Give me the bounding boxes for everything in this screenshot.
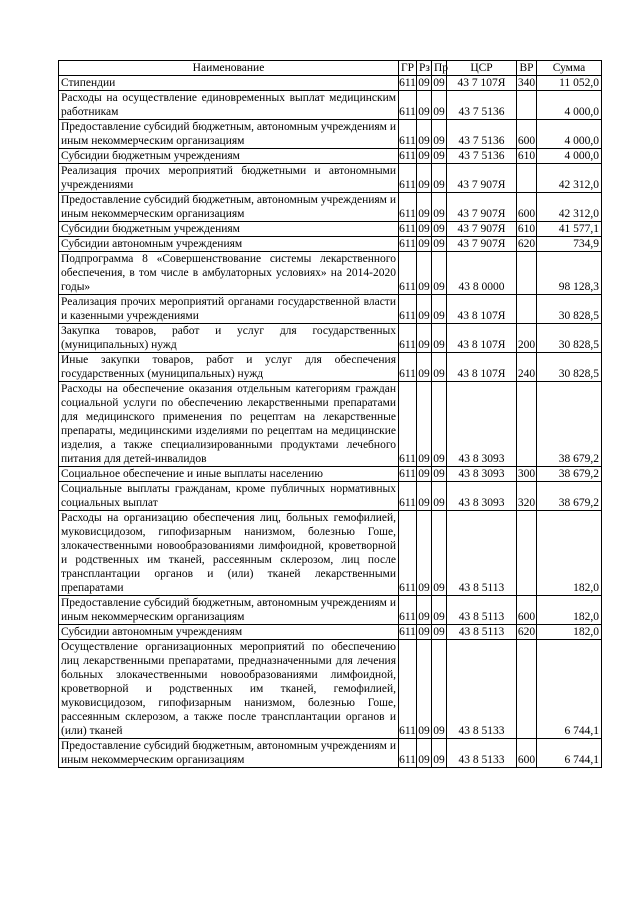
row-vr: 610 <box>517 150 536 162</box>
row-rz: 09 <box>418 468 430 480</box>
row-name: Расходы на организацию обеспечения лиц, больных гемофилией, муковисцидозом, гипофизарным нанизмом, болезнью Гоше, злокачественными новообразованиями лимфоидной, кроветворной и родственных им тканей, рассеянным склерозом, лиц после трансплантации органов и (или) тканей лекарственными препаратами <box>59 511 399 596</box>
header-gr: ГР <box>399 61 417 76</box>
row-sum: 41 577,1 <box>537 222 602 237</box>
row-vr <box>517 252 537 295</box>
row-pr: 09 <box>432 596 447 625</box>
row-rz: 09 <box>417 739 432 768</box>
row-pr: 09 <box>432 252 447 295</box>
row-name: Социальное обеспечение и иные выплаты населению <box>59 467 399 482</box>
row-pr: 09 <box>432 91 447 120</box>
row-pr: 09 <box>432 511 447 596</box>
row-name: Предоставление субсидий бюджетным, автономным учреждениям и иным некоммерческим организациям <box>59 193 399 222</box>
row-gr: 611 <box>399 382 417 467</box>
header-row <box>59 61 602 76</box>
row-name: Предоставление субсидий бюджетным, автономным учреждениям и иным некоммерческим организациям <box>59 739 399 768</box>
row-gr: 611 <box>399 164 417 193</box>
row-sum: 11 052,0 <box>537 76 602 91</box>
row-gr: 611 <box>399 596 417 625</box>
row-csr: 43 8 3093 <box>447 482 517 511</box>
header-name: Наименование <box>59 61 399 76</box>
row-csr: 43 8 3093 <box>447 467 517 482</box>
table-row <box>59 324 602 353</box>
row-gr: 611 <box>399 640 417 739</box>
row-vr: 240 <box>517 353 537 382</box>
row-gr: 611 <box>399 193 417 222</box>
row-gr: 611 <box>399 626 416 638</box>
row-vr: 620 <box>517 626 536 638</box>
row-rz: 09 <box>418 238 430 250</box>
row-pr: 09 <box>433 468 445 480</box>
row-gr: 611 <box>399 511 417 596</box>
row-sum: 6 744,1 <box>537 640 602 739</box>
row-rz: 09 <box>418 626 430 638</box>
table-row <box>59 382 602 467</box>
row-sum: 182,0 <box>537 596 602 625</box>
row-csr: 43 8 5113 <box>447 511 517 596</box>
row-sum: 42 312,0 <box>537 193 602 222</box>
row-pr: 09 <box>432 353 447 382</box>
row-pr: 09 <box>433 150 445 162</box>
row-name: Расходы на осуществление единовременных выплат медицинским работникам <box>59 91 399 120</box>
header-pr: Пр <box>432 61 447 76</box>
row-sum: 4 000,0 <box>537 120 602 149</box>
row-gr: 611 <box>399 77 416 89</box>
row-csr: 43 8 5113 <box>447 596 517 625</box>
row-vr: 300 <box>517 468 536 480</box>
row-rz: 09 <box>417 120 432 149</box>
row-csr: 43 8 0000 <box>447 252 517 295</box>
table-row <box>59 625 602 640</box>
row-csr: 43 8 5113 <box>447 625 517 640</box>
row-vr: 200 <box>517 324 537 353</box>
row-rz: 09 <box>417 193 432 222</box>
budget-table <box>58 60 602 768</box>
row-vr <box>517 295 537 324</box>
table-row <box>59 511 602 596</box>
row-vr: 610 <box>517 223 536 235</box>
row-rz: 09 <box>417 596 432 625</box>
row-csr: 43 7 107Я <box>447 76 517 91</box>
row-csr: 43 7 907Я <box>447 222 517 237</box>
row-sum: 4 000,0 <box>537 149 602 164</box>
table-row <box>59 640 602 739</box>
table-row <box>59 353 602 382</box>
row-pr: 09 <box>432 640 447 739</box>
row-csr: 43 8 3093 <box>447 382 517 467</box>
row-name: Реализация прочих мероприятий бюджетными и автономными учреждениями <box>59 164 399 193</box>
row-vr <box>517 91 537 120</box>
row-pr: 09 <box>432 295 447 324</box>
row-csr: 43 7 907Я <box>447 237 517 252</box>
row-gr: 611 <box>399 150 416 162</box>
row-name: Субсидии автономным учреждениям <box>59 625 399 640</box>
row-vr <box>517 640 537 739</box>
row-rz: 09 <box>417 482 432 511</box>
row-rz: 09 <box>417 640 432 739</box>
table-row <box>59 222 602 237</box>
row-pr: 09 <box>432 382 447 467</box>
row-rz: 09 <box>417 91 432 120</box>
row-sum: 182,0 <box>537 511 602 596</box>
row-csr: 43 8 5133 <box>447 640 517 739</box>
header-sum: Сумма <box>537 61 602 76</box>
row-gr: 611 <box>399 91 417 120</box>
row-name: Расходы на обеспечение оказания отдельным категориям граждан социальной услуги по обеспечению лекарственными препаратами для медицинского применения по рецептам на лекарственные препараты, медицинскими изделиями по рецептам на медицинские изделия, а также специализированными продуктами лечебного питания для детей-инвалидов <box>59 382 399 467</box>
row-gr: 611 <box>399 353 417 382</box>
row-csr: 43 7 5136 <box>447 120 517 149</box>
row-name: Закупка товаров, работ и услуг для государственных (муниципальных) нужд <box>59 324 399 353</box>
row-csr: 43 7 907Я <box>447 193 517 222</box>
row-csr: 43 8 107Я <box>447 353 517 382</box>
row-pr: 09 <box>432 739 447 768</box>
row-name: Реализация прочих мероприятий органами государственной власти и казенными учреждениями <box>59 295 399 324</box>
row-name: Субсидии автономным учреждениям <box>59 237 399 252</box>
table-row <box>59 91 602 120</box>
row-pr: 09 <box>432 120 447 149</box>
row-pr: 09 <box>432 482 447 511</box>
row-vr: 340 <box>517 77 536 89</box>
row-vr <box>517 164 537 193</box>
header-rz: Рз <box>417 61 432 76</box>
row-pr: 09 <box>432 164 447 193</box>
row-rz: 09 <box>417 511 432 596</box>
row-csr: 43 7 907Я <box>447 164 517 193</box>
row-name: Предоставление субсидий бюджетным, автономным учреждениям и иным некоммерческим организациям <box>59 120 399 149</box>
table-row <box>59 193 602 222</box>
row-name: Субсидии бюджетным учреждениям <box>59 222 399 237</box>
row-sum: 6 744,1 <box>537 739 602 768</box>
row-gr: 611 <box>399 324 417 353</box>
table-row <box>59 467 602 482</box>
row-rz: 09 <box>417 295 432 324</box>
row-csr: 43 8 107Я <box>447 295 517 324</box>
row-rz: 09 <box>418 223 430 235</box>
row-csr: 43 8 5133 <box>447 739 517 768</box>
table-row <box>59 164 602 193</box>
row-gr: 611 <box>399 482 417 511</box>
row-rz: 09 <box>417 353 432 382</box>
row-name: Подпрограмма 8 «Совершенствование системы лекарственного обеспечения, в том числе в амбулаторных условиях» на 2014-2020 годы» <box>59 252 399 295</box>
table-row <box>59 252 602 295</box>
row-vr: 600 <box>517 596 537 625</box>
row-gr: 611 <box>399 295 417 324</box>
table-row <box>59 482 602 511</box>
row-gr: 611 <box>399 739 417 768</box>
row-csr: 43 7 5136 <box>447 91 517 120</box>
row-pr: 09 <box>433 77 445 89</box>
row-rz: 09 <box>417 382 432 467</box>
row-sum: 38 679,2 <box>537 467 602 482</box>
row-csr: 43 7 5136 <box>447 149 517 164</box>
row-vr: 600 <box>517 193 537 222</box>
header-vr: ВР <box>517 61 537 76</box>
row-vr: 620 <box>517 238 536 250</box>
row-sum: 734,9 <box>537 237 602 252</box>
row-rz: 09 <box>418 77 430 89</box>
row-vr <box>517 511 537 596</box>
row-gr: 611 <box>399 252 417 295</box>
row-vr: 600 <box>517 739 537 768</box>
table-row <box>59 237 602 252</box>
row-sum: 30 828,5 <box>537 295 602 324</box>
row-rz: 09 <box>417 252 432 295</box>
table-body <box>59 76 602 768</box>
row-pr: 09 <box>433 223 445 235</box>
row-name: Субсидии бюджетным учреждениям <box>59 149 399 164</box>
table-row <box>59 295 602 324</box>
row-sum: 42 312,0 <box>537 164 602 193</box>
row-pr: 09 <box>433 238 445 250</box>
row-rz: 09 <box>417 324 432 353</box>
row-sum: 98 128,3 <box>537 252 602 295</box>
row-gr: 611 <box>399 120 417 149</box>
row-name: Стипендии <box>59 76 399 91</box>
table-row <box>59 149 602 164</box>
row-csr: 43 8 107Я <box>447 324 517 353</box>
table-row <box>59 739 602 768</box>
row-vr: 600 <box>517 120 537 149</box>
row-sum: 38 679,2 <box>537 482 602 511</box>
row-name: Иные закупки товаров, работ и услуг для обеспечения государственных (муниципальных) нужд <box>59 353 399 382</box>
row-sum: 30 828,5 <box>537 353 602 382</box>
header-csr: ЦСР <box>447 61 517 76</box>
row-vr <box>517 382 537 467</box>
row-sum: 38 679,2 <box>537 382 602 467</box>
row-rz: 09 <box>417 164 432 193</box>
row-gr: 611 <box>399 238 416 250</box>
row-pr: 09 <box>433 626 445 638</box>
table-row <box>59 120 602 149</box>
row-pr: 09 <box>432 193 447 222</box>
row-sum: 30 828,5 <box>537 324 602 353</box>
row-name: Предоставление субсидий бюджетным, автономным учреждениям и иным некоммерческим организациям <box>59 596 399 625</box>
row-sum: 4 000,0 <box>537 91 602 120</box>
row-name: Социальные выплаты гражданам, кроме публичных нормативных социальных выплат <box>59 482 399 511</box>
row-gr: 611 <box>399 223 416 235</box>
row-gr: 611 <box>399 468 416 480</box>
row-rz: 09 <box>418 150 430 162</box>
row-name: Осуществление организационных мероприятий по обеспечению лиц лекарственными препаратами, предназначенными для лечения больных злокачественными новообразованиями лимфоидной, кроветворной и родственных им тканей, гемофилией, муковисцидозом, гипофизарным нанизмом, болезнью Гоше, рассеянным склерозом, а также после трансплантации органов и (или) тканей <box>59 640 399 739</box>
row-vr: 320 <box>517 482 537 511</box>
row-sum: 182,0 <box>537 625 602 640</box>
table-row <box>59 596 602 625</box>
table-row <box>59 76 602 91</box>
row-pr: 09 <box>432 324 447 353</box>
